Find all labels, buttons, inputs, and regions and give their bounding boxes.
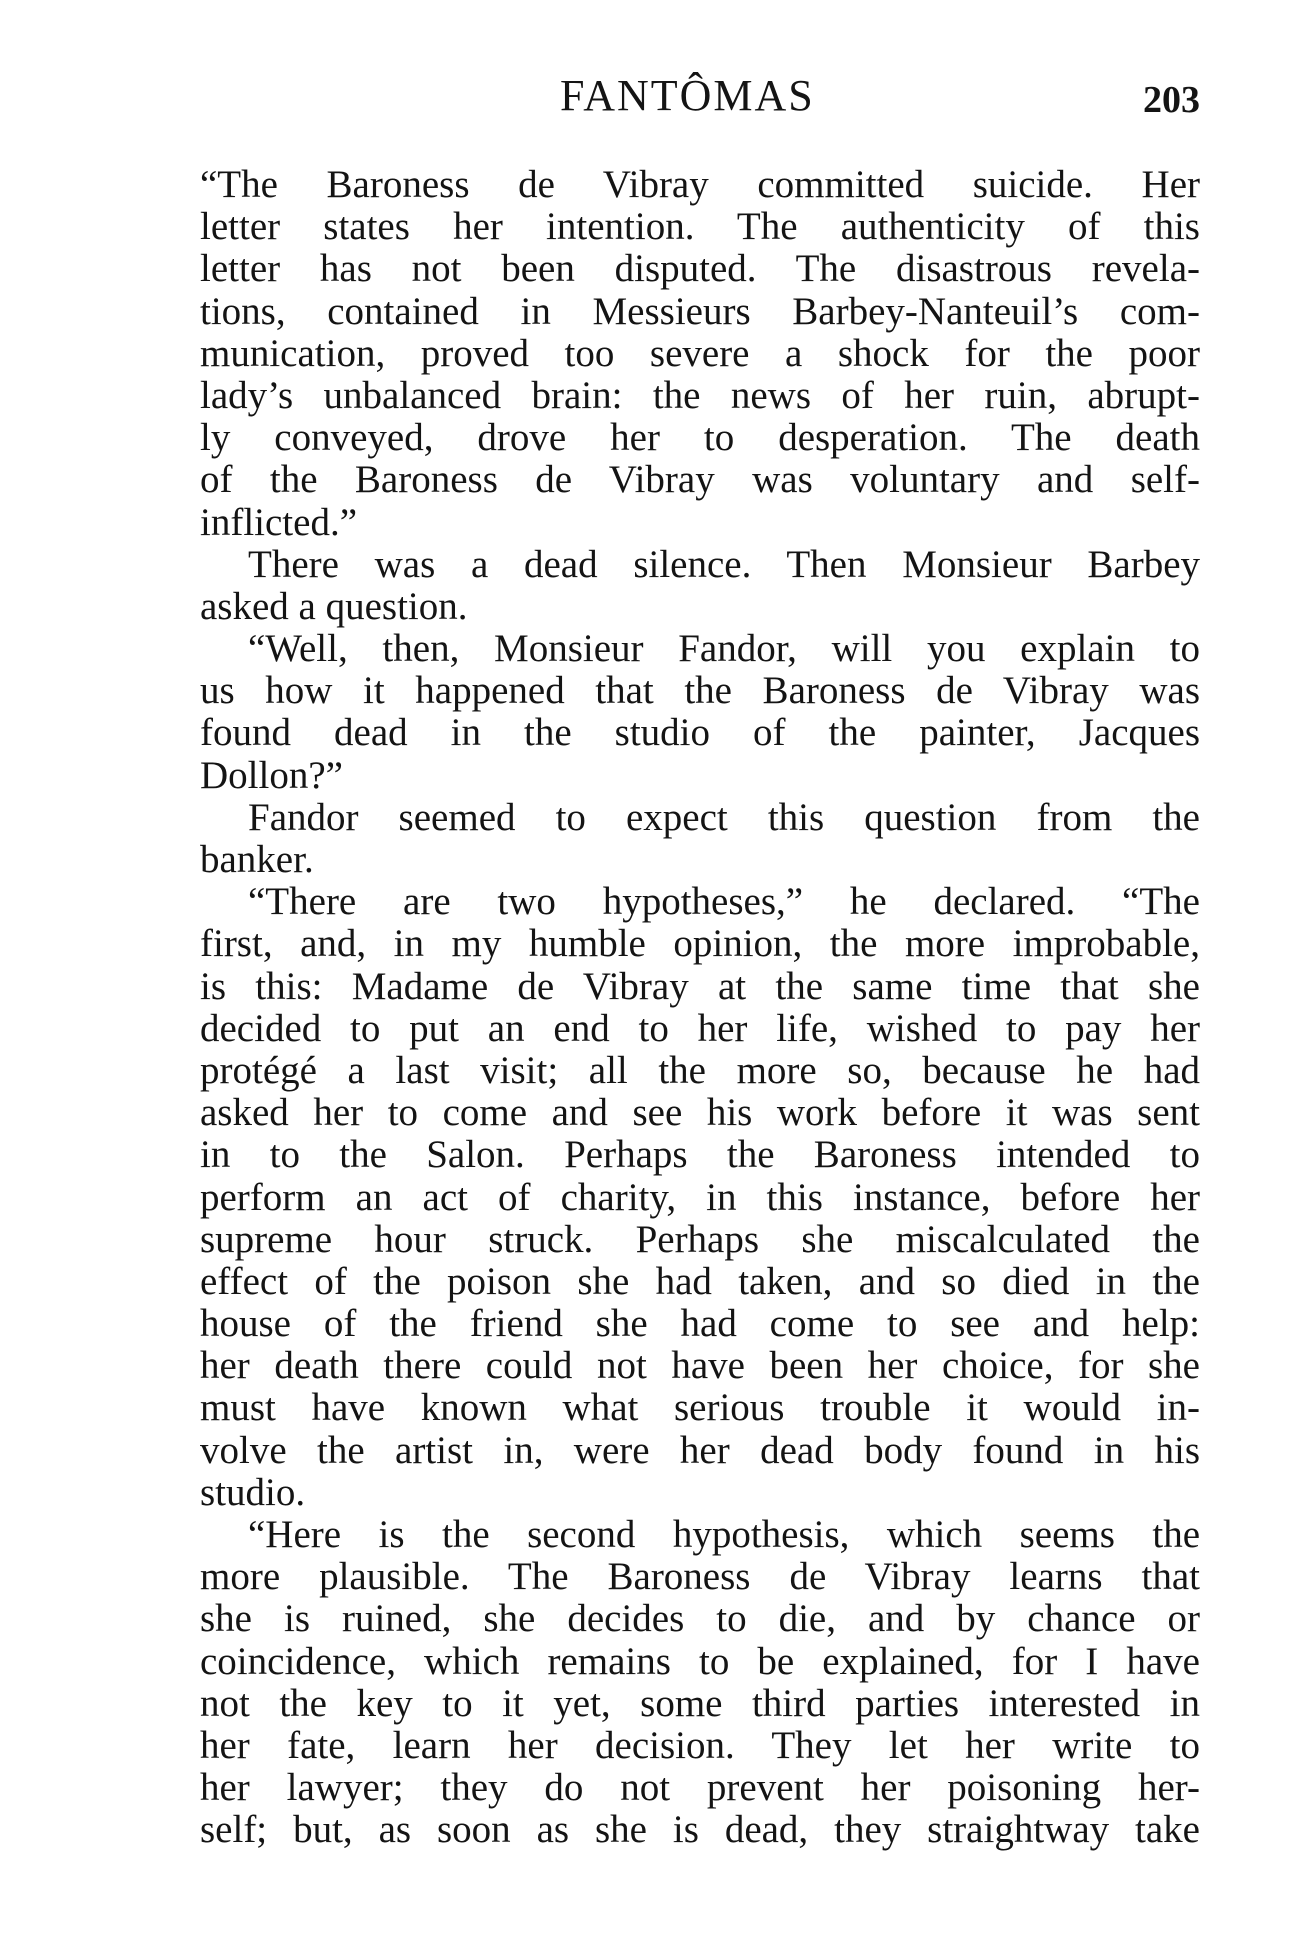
text-line: studio. [200, 1471, 306, 1514]
text-line: “There are two hypotheses,” he declared. “The [248, 881, 1200, 924]
text-line: munication, proved too severe a shock for the poor [200, 332, 1200, 375]
body-text [200, 164, 1200, 1852]
text-line: decided to put an end to her life, wished to pay her [200, 1007, 1200, 1050]
text-line: Dollon?” [200, 754, 343, 797]
text-line: “Here is the second hypothesis, which seems the [248, 1514, 1200, 1556]
text-line: not the key to it yet, some third parties interested in [200, 1682, 1200, 1725]
text-line: found dead in the studio of the painter, Jacques [200, 712, 1200, 755]
text-line: more plausible. The Baroness de Vibray learns that [200, 1556, 1200, 1599]
text-line: “The Baroness de Vibray committed suicide. Her [200, 164, 1200, 206]
text-line: coincidence, which remains to be explained, for I have [200, 1640, 1200, 1683]
text-line: lady’s unbalanced brain: the news of her ruin, abrupt- [200, 374, 1200, 417]
text-line: us how it happened that the Baroness de Vibray was [200, 670, 1200, 713]
text-line: self; but, as soon as she is dead, they straightway take [200, 1809, 1200, 1852]
text-line: Fandor seemed to expect this question from the [248, 796, 1200, 839]
text-line: her lawyer; they do not prevent her poisoning her- [200, 1767, 1200, 1810]
running-header [200, 66, 1200, 126]
text-line: perform an act of charity, in this instance, before her [200, 1176, 1200, 1219]
text-line: her fate, learn her decision. They let her write to [200, 1724, 1200, 1767]
text-line: volve the artist in, were her dead body found in his [200, 1429, 1200, 1472]
page-number: 203 [1143, 79, 1200, 121]
text-line: banker. [200, 839, 314, 881]
text-line: in to the Salon. Perhaps the Baroness intended to [200, 1134, 1200, 1177]
text-line: tions, contained in Messieurs Barbey-Nanteuil’s com- [200, 290, 1200, 333]
text-line: first, and, in my humble opinion, the more improbable, [200, 923, 1200, 966]
text-line: supreme hour struck. Perhaps she miscalculated the [200, 1218, 1200, 1261]
text-line: “Well, then, Monsieur Fandor, will you explain to [248, 628, 1200, 671]
text-line: effect of the poison she had taken, and so died in the [200, 1260, 1200, 1303]
text-line: inflicted.” [200, 501, 358, 544]
text-line: asked a question. [200, 585, 468, 628]
text-line: is this: Madame de Vibray at the same time that she [200, 965, 1200, 1008]
text-line: her death there could not have been her choice, for she [200, 1345, 1200, 1388]
running-title: FANTÔMAS [560, 71, 815, 120]
text-line: protégé a last visit; all the more so, because he had [200, 1049, 1200, 1092]
text-line: letter states her intention. The authenticity of this [200, 206, 1200, 249]
text-line: house of the friend she had come to see and help: [200, 1303, 1200, 1346]
text-line: she is ruined, she decides to die, and by chance or [200, 1598, 1200, 1641]
text-line: must have known what serious trouble it would in- [200, 1387, 1200, 1430]
text-line: of the Baroness de Vibray was voluntary and self- [200, 459, 1200, 502]
text-line: asked her to come and see his work before it was sent [200, 1092, 1200, 1135]
text-line: There was a dead silence. Then Monsieur Barbey [248, 543, 1200, 586]
text-line: ly conveyed, drove her to desperation. The death [200, 417, 1200, 460]
text-line: letter has not been disputed. The disastrous revela- [200, 248, 1200, 291]
